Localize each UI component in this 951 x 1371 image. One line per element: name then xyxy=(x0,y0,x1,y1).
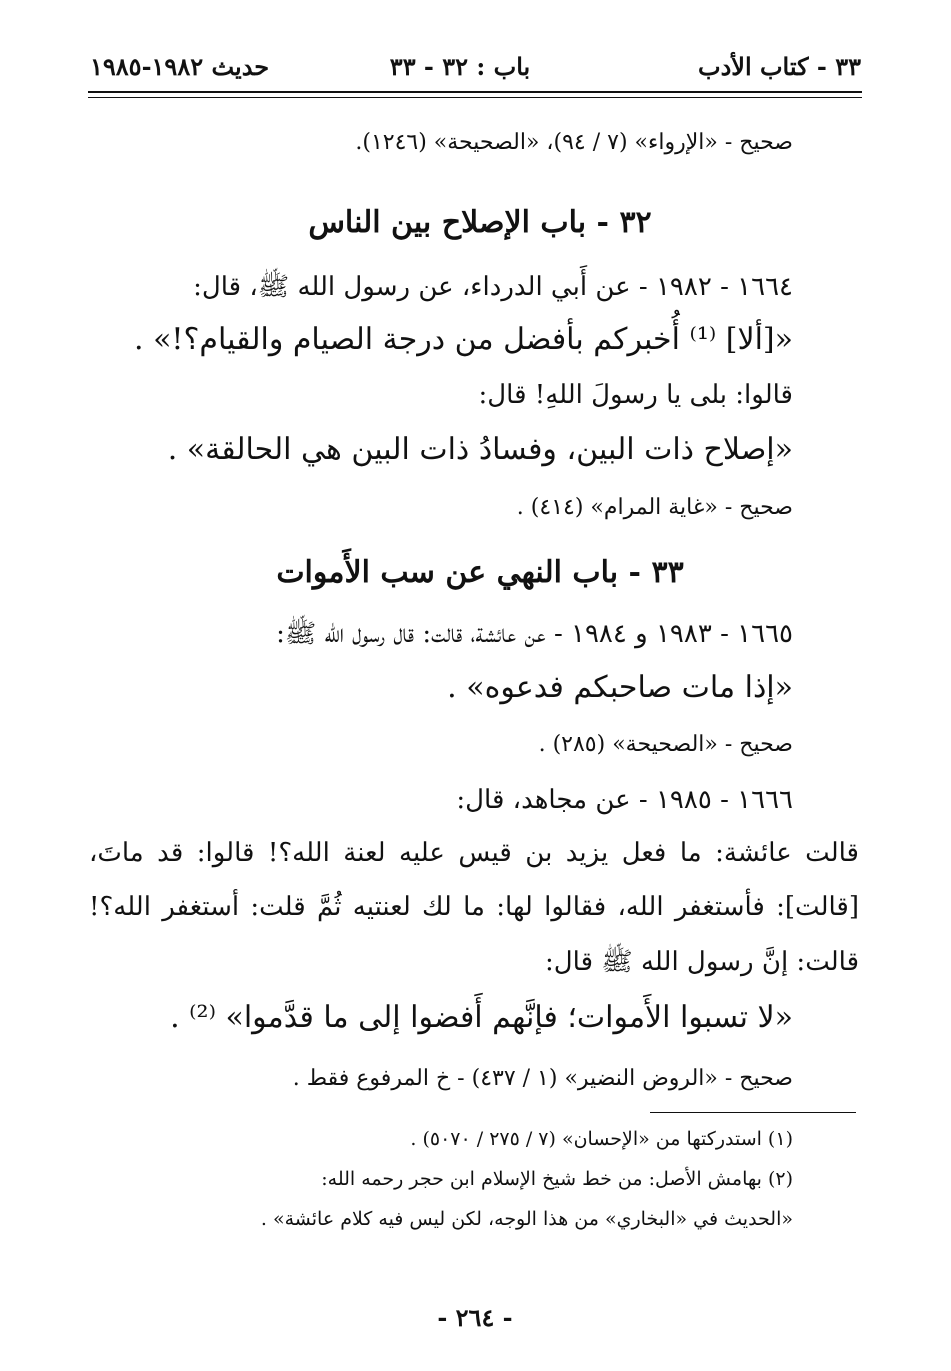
grading-line: صحيح - «الروض النضير» (١ / ٤٣٧) - خ المرفوع فقط . xyxy=(292,1066,793,1091)
footnote-2-continued: «الحديث في «البخاري» من هذا الوجه، لكن ليس فيه كلام عائشة» . xyxy=(260,1208,793,1230)
page-number: - ٢٦٤ - xyxy=(437,1303,513,1332)
hadith-text: قالت عائشة: ما فعل يزيد بن قيس عليه لعنة الله؟! قالوا: قد ماتَ، xyxy=(89,838,859,868)
hadith-matn: «إصلاح ذات البين، وفسادُ ذات البين هي الحالقة» . xyxy=(167,432,793,467)
grading-line: صحيح - «الإرواء» (٧ / ٩٤)، «الصحيحة» (١٢٤٦). xyxy=(355,130,793,155)
hadith-isnad: ١٦٦٤ - ١٩٨٢ - عن أَبي الدرداء، عن رسول الله ﷺ، قال: xyxy=(193,272,793,302)
grading-line: صحيح - «غاية المرام» (٤١٤) . xyxy=(516,495,793,520)
hadith-matn: «لا تسبوا الأَموات؛ فإنَّهم أَفضوا إلى ما قدَّموا» ⁽²⁾ . xyxy=(170,1000,793,1035)
footnote-2: (٢) بهامش الأصل: من خط شيخ الإسلام ابن حجر رحمه الله: xyxy=(321,1168,793,1190)
header-rule-thick xyxy=(88,91,862,93)
footnote-rule xyxy=(650,1112,856,1113)
footnote-1: (١) استدركتها من «الإحسان» (٧ / ٢٧٥ / ٥٠٧٠) . xyxy=(410,1128,793,1150)
chapter-title-33: ٣٣ - باب النهي عن سب الأَموات xyxy=(276,555,684,590)
header-rule-thin xyxy=(88,97,862,98)
hadith-text: قالوا: بلى يا رسولَ اللهِ! قال: xyxy=(478,380,793,410)
hadith-isnad: ١٦٦٦ - ١٩٨٥ - عن مجاهد، قال: xyxy=(456,785,793,815)
grading-line: صحيح - «الصحيحة» (٢٨٥) . xyxy=(538,732,793,757)
hadith-isnad: ١٦٦٥ - ١٩٨٣ و ١٩٨٤ - عن عائشة، قالت: قال رسول الله ﷺ: xyxy=(276,619,793,649)
hadith-text: [قالت]: فأستغفر الله، فقالوا لها: ما لك لعنتيه ثُمَّ قلت: أستغفر الله؟! xyxy=(89,892,859,922)
header-hadith-range: حديث ١٩٨٢-١٩٨٥ xyxy=(90,52,270,81)
hadith-matn: «[ألا] ⁽¹⁾ أُخبركم بأفضل من درجة الصيام والقيام؟!» . xyxy=(134,322,793,357)
header-chapter: ٣٣ - كتاب الأدب xyxy=(697,52,861,81)
hadith-text: قالت: إنَّ رسول الله ﷺ قال: xyxy=(545,947,859,977)
header-bab: باب : ٣٢ - ٣٣ xyxy=(389,52,531,81)
chapter-title-32: ٣٢ - باب الإصلاح بين الناس xyxy=(308,205,652,240)
hadith-matn: «إذا مات صاحبكم فدعوه» . xyxy=(447,670,793,705)
